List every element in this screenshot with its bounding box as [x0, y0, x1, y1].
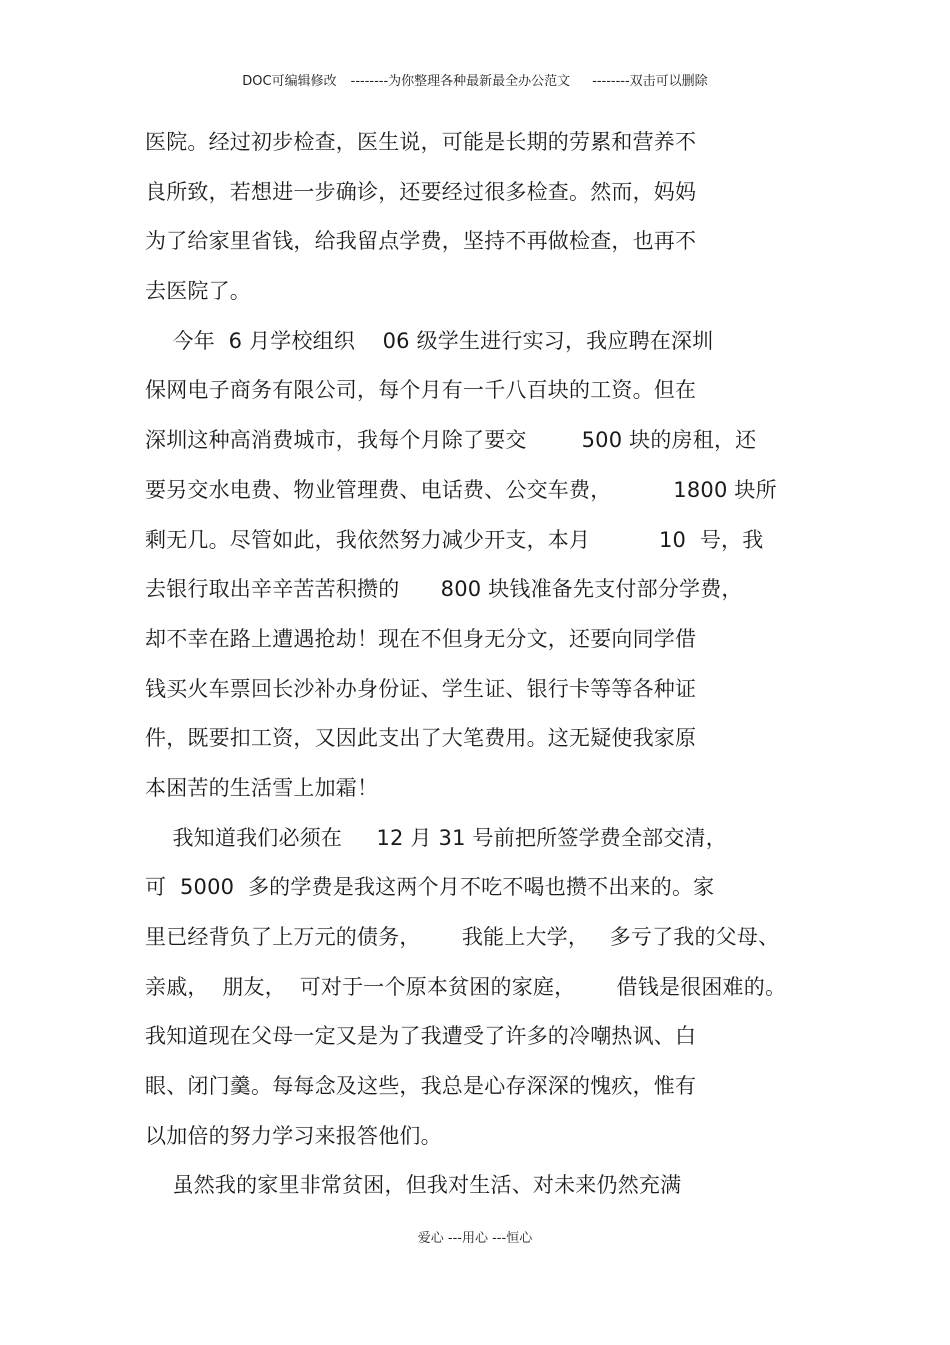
header-doc-label: DOC可编辑修改	[242, 74, 337, 89]
text-line: 里已经背负了上万元的债务， 我能上大学， 多亏了我的父母、	[145, 925, 780, 949]
text-line: 良所致，若想进一步确诊，还要经过很多检查。然而，妈妈	[145, 179, 697, 204]
page-header	[0, 72, 950, 92]
text-line: 要另交水电费、物业管理费、电话费、公交车费， 1800 块所	[145, 477, 777, 502]
text-line: 剩无几。尽管如此，我依然努力减少开支，本月 10 号，我	[145, 527, 764, 552]
header-delete-hint: --------双击可以删除	[592, 74, 708, 89]
text-line: 钱买火车票回长沙补办身份证、学生证、银行卡等等各种证	[145, 676, 697, 701]
text-line: 医院。经过初步检查，医生说，可能是长期的劳累和营养不	[145, 130, 697, 154]
text-line: 可 5000 多的学费是我这两个月不吃不喝也攒不出来的。家	[145, 875, 715, 900]
text-line: 亲戚， 朋友， 可对于一个原本贫困的家庭， 借钱是很困难的。	[145, 974, 787, 999]
text-line: 深圳这种高消费城市，我每个月除了要交 500 块的房租，还	[145, 428, 757, 453]
text-line: 为了给家里省钱，给我留点学费，坚持不再做检查，也再不	[145, 229, 697, 254]
document-body	[145, 122, 825, 1215]
text-line: 本困苦的生活雪上加霜！	[145, 775, 379, 800]
text-line: 去银行取出辛辛苦苦积攒的 800 块钱准备先支付部分学费，	[145, 577, 743, 602]
text-line: 虽然我的家里非常贫困，但我对生活、对未来仍然充满	[145, 1173, 682, 1198]
header-tagline: --------为你整理各种最新最全办公范文	[350, 74, 571, 89]
text-line: 件，既要扣工资，又因此支出了大笔费用。这无疑使我家原	[145, 726, 697, 751]
text-line: 我知道我们必须在 12 月 31 号前把所签学费全部交清，	[145, 825, 727, 850]
text-line: 眼、闭门羹。每每念及这些，我总是心存深深的愧疚，惟有	[145, 1074, 697, 1099]
page-footer: 爱心 ---用心 ---恒心	[417, 1231, 533, 1246]
text-line: 以加倍的努力学习来报答他们。	[145, 1123, 442, 1148]
text-line: 却不幸在路上遭遇抢劫！现在不但身无分文，还要向同学借	[145, 626, 697, 651]
text-line: 保网电子商务有限公司，每个月有一千八百块的工资。但在	[145, 378, 697, 403]
text-line: 今年 6 月学校组织 06 级学生进行实习，我应聘在深圳	[145, 328, 714, 353]
text-line: 去医院了。	[145, 279, 251, 304]
text-line: 我知道现在父母一定又是为了我遭受了许多的冷嘲热讽、白	[145, 1024, 697, 1049]
